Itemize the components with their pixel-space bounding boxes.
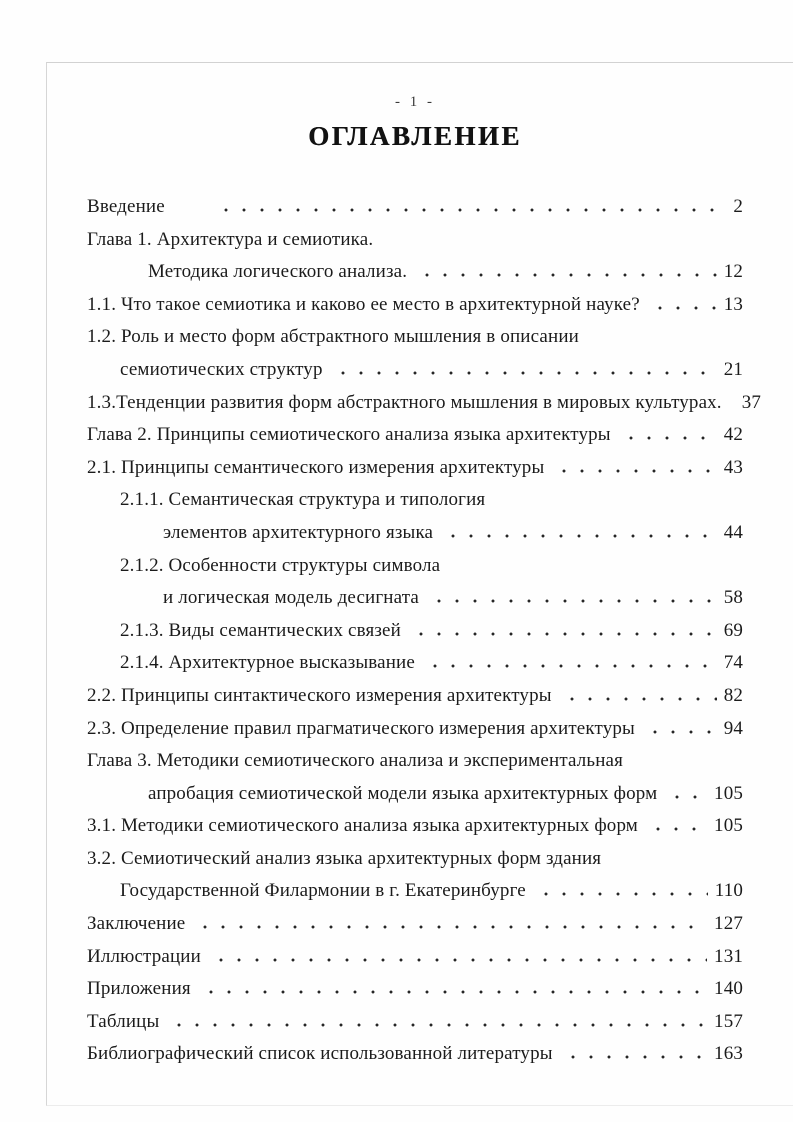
toc-entry-text: 2.1. Принципы семантического измерения архитектуры xyxy=(87,456,545,478)
toc-entry-page: 110 xyxy=(714,880,743,902)
toc-entry xyxy=(87,191,743,224)
toc-entry xyxy=(87,941,743,974)
toc-entry-page: 131 xyxy=(714,945,743,967)
dot-leader xyxy=(410,620,717,636)
toc-entry-text: 3.2. Семиотический анализ языка архитектурных форм здания xyxy=(87,847,602,869)
toc-entry-page: 2 xyxy=(733,196,743,217)
dot-leader xyxy=(647,815,707,831)
dot-leader xyxy=(442,522,717,538)
toc-entry-page: 94 xyxy=(723,717,743,739)
toc-entry xyxy=(87,778,743,811)
toc-entry xyxy=(87,387,762,420)
toc-entry xyxy=(87,1006,743,1039)
toc-entry-text: Глава 3. Методики семиотического анализа и экспериментальная xyxy=(87,750,623,772)
toc-entry-text: Государственной Филармонии в г. Екатеринбурге xyxy=(120,880,526,902)
toc-entry-page: 105 xyxy=(714,815,743,837)
toc-entry-text: Глава 2. Принципы семиотического анализа языка архитектуры xyxy=(87,424,611,446)
toc-entry-text: 2.1.2. Особенности структуры символа xyxy=(120,554,441,576)
toc-entry xyxy=(87,745,743,778)
toc-entry xyxy=(87,321,743,354)
toc-entry-page: 42 xyxy=(723,424,743,446)
toc-entry xyxy=(87,843,743,876)
page-number: - 1 - xyxy=(395,94,435,110)
toc-entry-text: 2.1.3. Виды семантических связей xyxy=(120,619,401,641)
toc-entry xyxy=(87,582,743,615)
toc-entry-page: 105 xyxy=(714,782,743,804)
toc-entry xyxy=(87,452,743,485)
toc-entry-text: Библиографический список использованной литературы xyxy=(87,1043,553,1065)
toc-entry xyxy=(87,550,743,583)
toc-entry-text: Заключение xyxy=(87,913,186,935)
toc-entry-page: 163 xyxy=(714,1043,743,1065)
toc-entry-page: 157 xyxy=(714,1010,743,1032)
toc-entry-page: 82 xyxy=(723,684,743,706)
dot-leader xyxy=(644,717,717,733)
dot-leader xyxy=(428,587,717,603)
dot-leader xyxy=(210,946,707,962)
toc-entry xyxy=(87,973,743,1006)
dot-leader xyxy=(562,1043,707,1059)
dot-leader xyxy=(620,424,717,440)
toc-entry-text: 2.2. Принципы синтактического измерения архитектуры xyxy=(87,684,552,706)
dot-leader xyxy=(561,685,717,701)
toc-entry xyxy=(87,1038,743,1071)
toc-entry-text: 2.3. Определение правил прагматического измерения архитектуры xyxy=(87,717,635,739)
toc-entry xyxy=(87,908,743,941)
toc-entry-page: 43 xyxy=(723,456,743,478)
toc-entry-page: 12 xyxy=(723,261,743,283)
dot-leader xyxy=(168,1011,707,1027)
dot-leader xyxy=(666,783,707,799)
toc-entry-text: семиотических структур xyxy=(120,358,323,380)
toc-entry-text: апробация семиотической модели языка архитектурных форм xyxy=(148,782,658,804)
toc-entry-text: 2.1.4. Архитектурное высказывание xyxy=(120,652,415,674)
toc-entry-page: 58 xyxy=(723,587,743,609)
toc-entry-page: 21 xyxy=(723,358,743,380)
toc-entry-page: 13 xyxy=(723,293,743,315)
toc-entry-page: 140 xyxy=(714,978,743,1000)
dot-leader xyxy=(194,913,707,929)
dot-leader xyxy=(424,652,717,668)
toc-entry xyxy=(87,615,743,648)
toc-entry-text: Иллюстрации xyxy=(87,945,201,967)
toc-entry-text: 1.3.Тенденции развития форм абстрактного мышления в мировых культурах. xyxy=(87,391,722,413)
toc-entry xyxy=(87,713,743,746)
leader-spacer xyxy=(731,391,735,407)
toc-entry-page: 74 xyxy=(723,652,743,674)
toc-entry-text: Таблицы xyxy=(87,1010,160,1032)
toc-entry-text: и логическая модель десигната xyxy=(163,587,419,609)
toc-entry xyxy=(87,875,743,908)
toc-entry-page: 37 xyxy=(741,391,762,413)
toc-entry-text: 3.1. Методики семиотического анализа языка архитектурных форм xyxy=(87,815,638,837)
toc-entry-page: 69 xyxy=(723,619,743,641)
page-title: ОГЛАВЛЕНИЕ xyxy=(308,121,522,151)
dot-leader xyxy=(649,294,717,310)
toc-entry xyxy=(87,810,743,843)
dot-leader xyxy=(200,978,707,994)
dot-leader xyxy=(215,196,727,212)
toc-entry-text: Введение xyxy=(87,196,165,217)
toc-entry xyxy=(87,256,743,289)
dot-leader xyxy=(416,261,717,277)
toc-entry xyxy=(87,224,743,257)
toc-entry-text: 2.1.1. Семантическая структура и типология xyxy=(120,489,486,511)
dot-leader xyxy=(332,359,717,375)
toc-entry xyxy=(87,354,743,387)
toc-list xyxy=(87,191,762,1071)
toc-entry-text: 1.2. Роль и место форм абстрактного мышления в описании xyxy=(87,326,579,348)
toc-entry xyxy=(87,647,743,680)
toc-entry-text: Приложения xyxy=(87,978,191,1000)
toc-entry xyxy=(87,517,743,550)
toc-entry xyxy=(87,289,743,322)
toc-entry-text: Глава 1. Архитектура и семиотика. xyxy=(87,228,374,250)
toc-entry-text: элементов архитектурного языка xyxy=(163,521,434,543)
toc-entry-text: 1.1. Что такое семиотика и каково ее место в архитектурной науке? xyxy=(87,293,640,315)
dot-leader xyxy=(535,880,708,896)
toc-entry xyxy=(87,680,743,713)
dot-leader xyxy=(553,457,716,473)
toc-entry-text: Методика логического анализа. xyxy=(148,261,408,283)
toc-entry-page: 44 xyxy=(723,521,743,543)
toc-entry-page: 127 xyxy=(714,913,743,935)
toc-entry xyxy=(87,419,743,452)
toc-entry xyxy=(87,484,743,517)
toc-content xyxy=(87,0,762,1071)
